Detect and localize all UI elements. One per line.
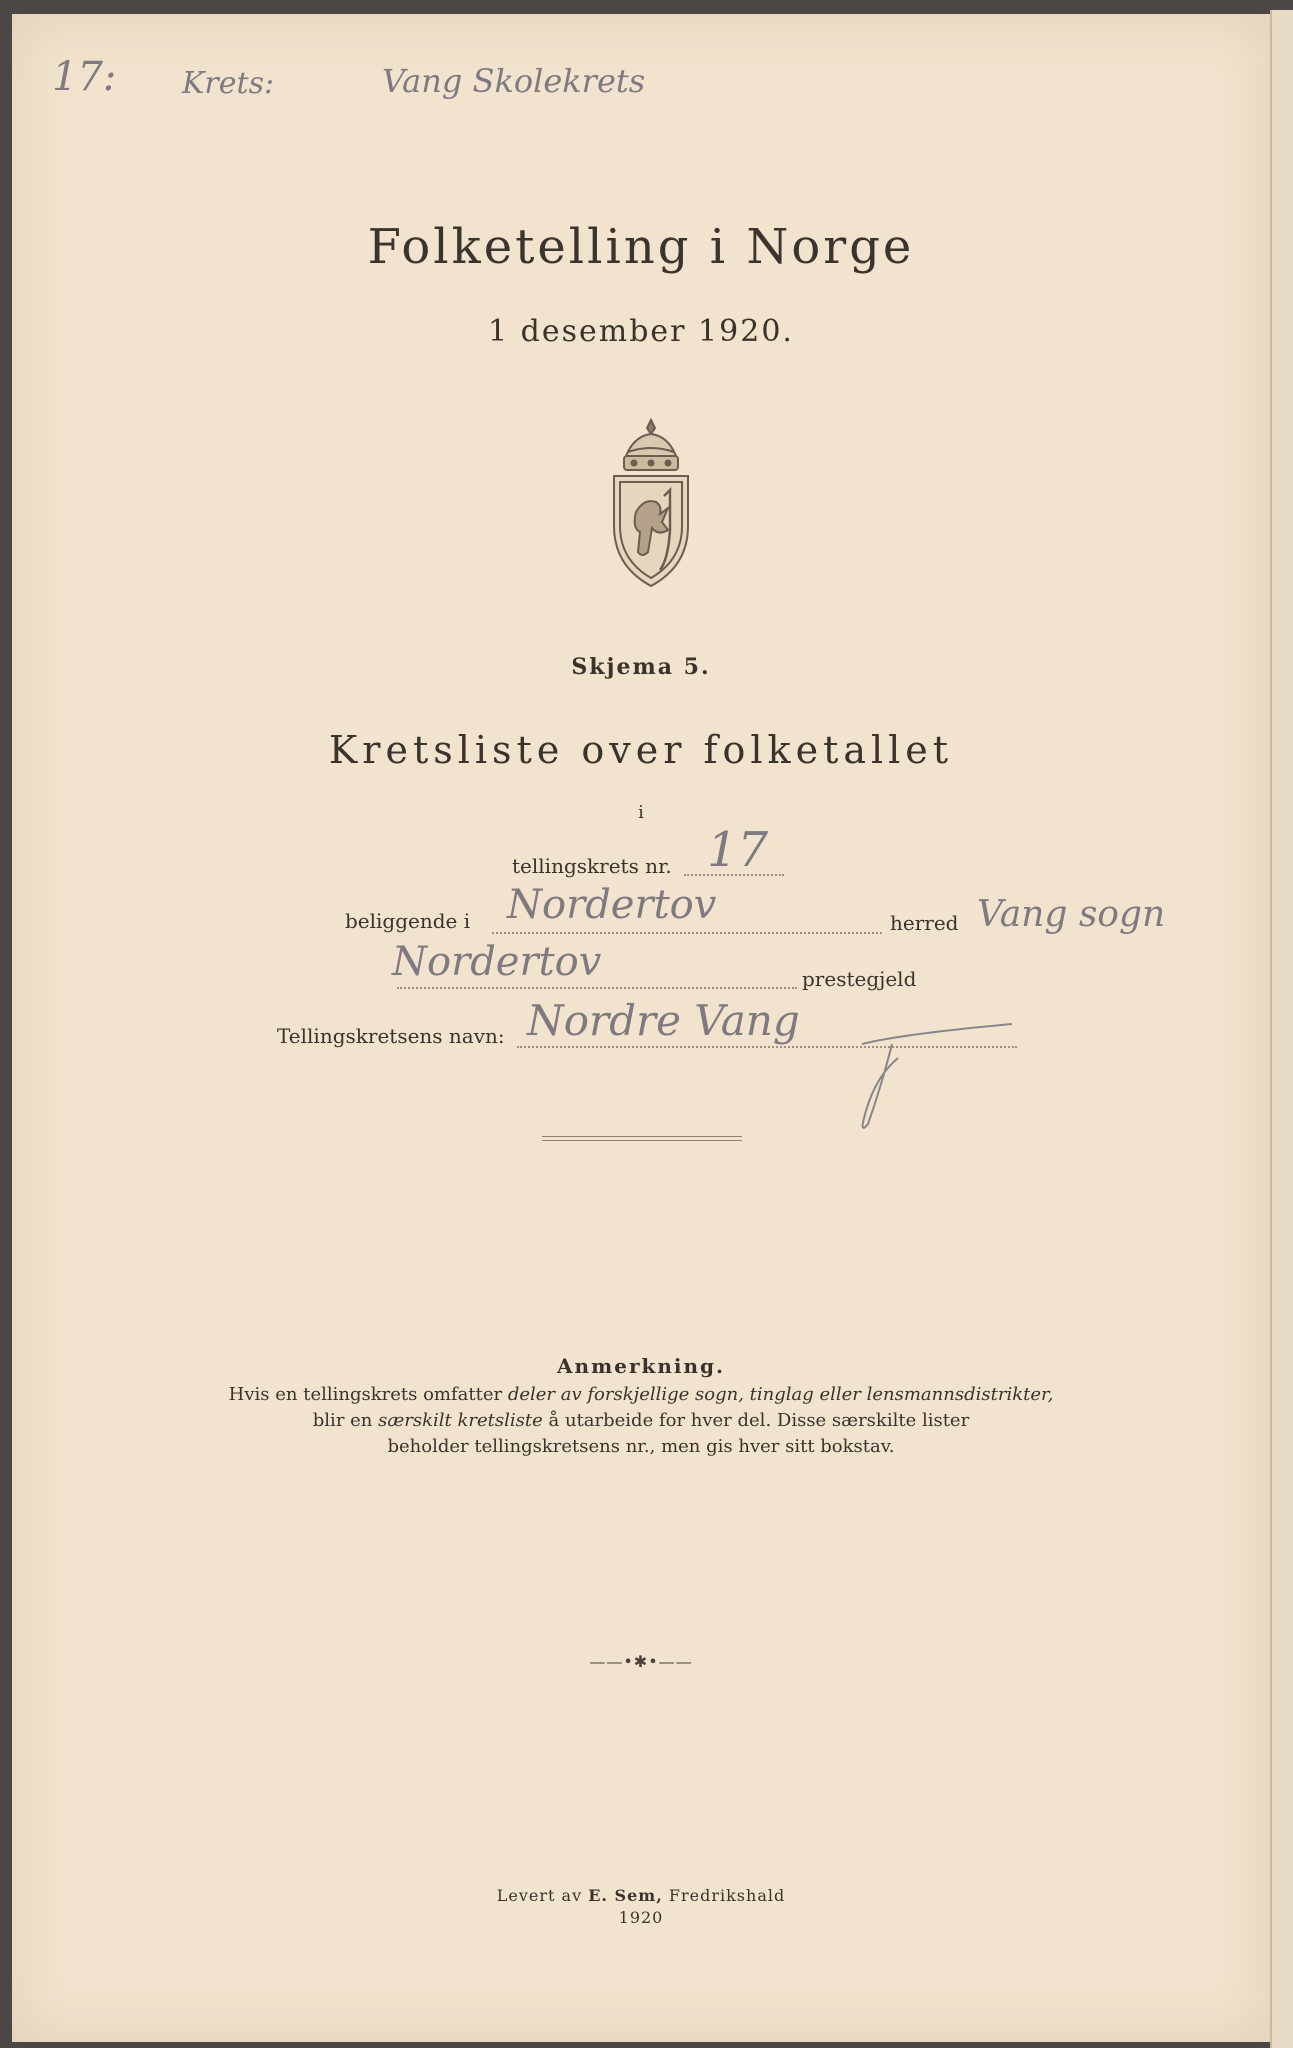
prestegjeld-label: prestegjeld: [802, 967, 917, 991]
handwritten-number: 17:: [52, 54, 117, 100]
anmerkning-line-3: beholder tellingskretsens nr., men gis hver sitt bokstav.: [387, 1436, 895, 1457]
printer-place: Fredrikshald: [662, 1886, 786, 1905]
schema-number: Skjema 5.: [571, 654, 711, 680]
page-edge: [1270, 10, 1293, 2048]
coat-of-arms-icon: [606, 416, 696, 588]
printer-prefix: Levert av: [496, 1886, 589, 1905]
beliggende-line: [492, 932, 882, 934]
navn-label: Tellingskretsens navn:: [277, 1024, 505, 1048]
beliggende-value: Nordertov: [507, 882, 717, 928]
divider-bottom: [542, 1140, 742, 1141]
printer-year: 1920: [618, 1908, 664, 1927]
divider-top: [542, 1136, 742, 1137]
anmerkning-title: Anmerkning.: [557, 1354, 725, 1378]
tellingskrets-value: 17: [707, 822, 769, 878]
anmerkning-line-1-a: Hvis en tellingskrets omfatter: [228, 1384, 508, 1405]
document-title: Folketelling i Norge: [367, 219, 915, 275]
anmerkning-line-2: [12, 1408, 1270, 1434]
printer-name: E. Sem,: [588, 1886, 663, 1905]
handwritten-krets-label: Krets:: [182, 66, 275, 101]
printer-line: [12, 1886, 1270, 1905]
handwritten-krets-value: Vang Skolekrets: [382, 62, 646, 100]
herred-note: Vang sogn: [977, 894, 1166, 935]
census-form-page: [12, 14, 1270, 2042]
prestegjeld-value: Nordertov: [392, 939, 602, 985]
beliggende-label: beliggende i: [345, 909, 471, 933]
anmerkning-line-2-c: å utarbeide for hver del. Disse særskilte lister: [542, 1410, 970, 1431]
anmerkning-line-2-a: blir en: [312, 1410, 379, 1431]
prestegjeld-line: [397, 987, 797, 989]
anmerkning-line-1-b: deler av forskjellige sogn, tinglag eller lensmannsdistrikter,: [507, 1384, 1054, 1405]
anmerkning-line-2-b: særskilt kretsliste: [378, 1410, 543, 1431]
tellingskrets-label: tellingskrets nr.: [512, 854, 672, 878]
handwriting-flourish-icon: [852, 1014, 1022, 1134]
heading-connector: i: [638, 802, 644, 823]
form-heading: Kretsliste over folketallet: [328, 728, 954, 772]
anmerkning-line-1: [12, 1382, 1270, 1408]
document-date: 1 desember 1920.: [488, 314, 794, 349]
herred-label: herred: [890, 911, 959, 935]
navn-value: Nordre Vang: [527, 996, 800, 1045]
ornament-divider: ——•✱•——: [589, 1652, 693, 1671]
